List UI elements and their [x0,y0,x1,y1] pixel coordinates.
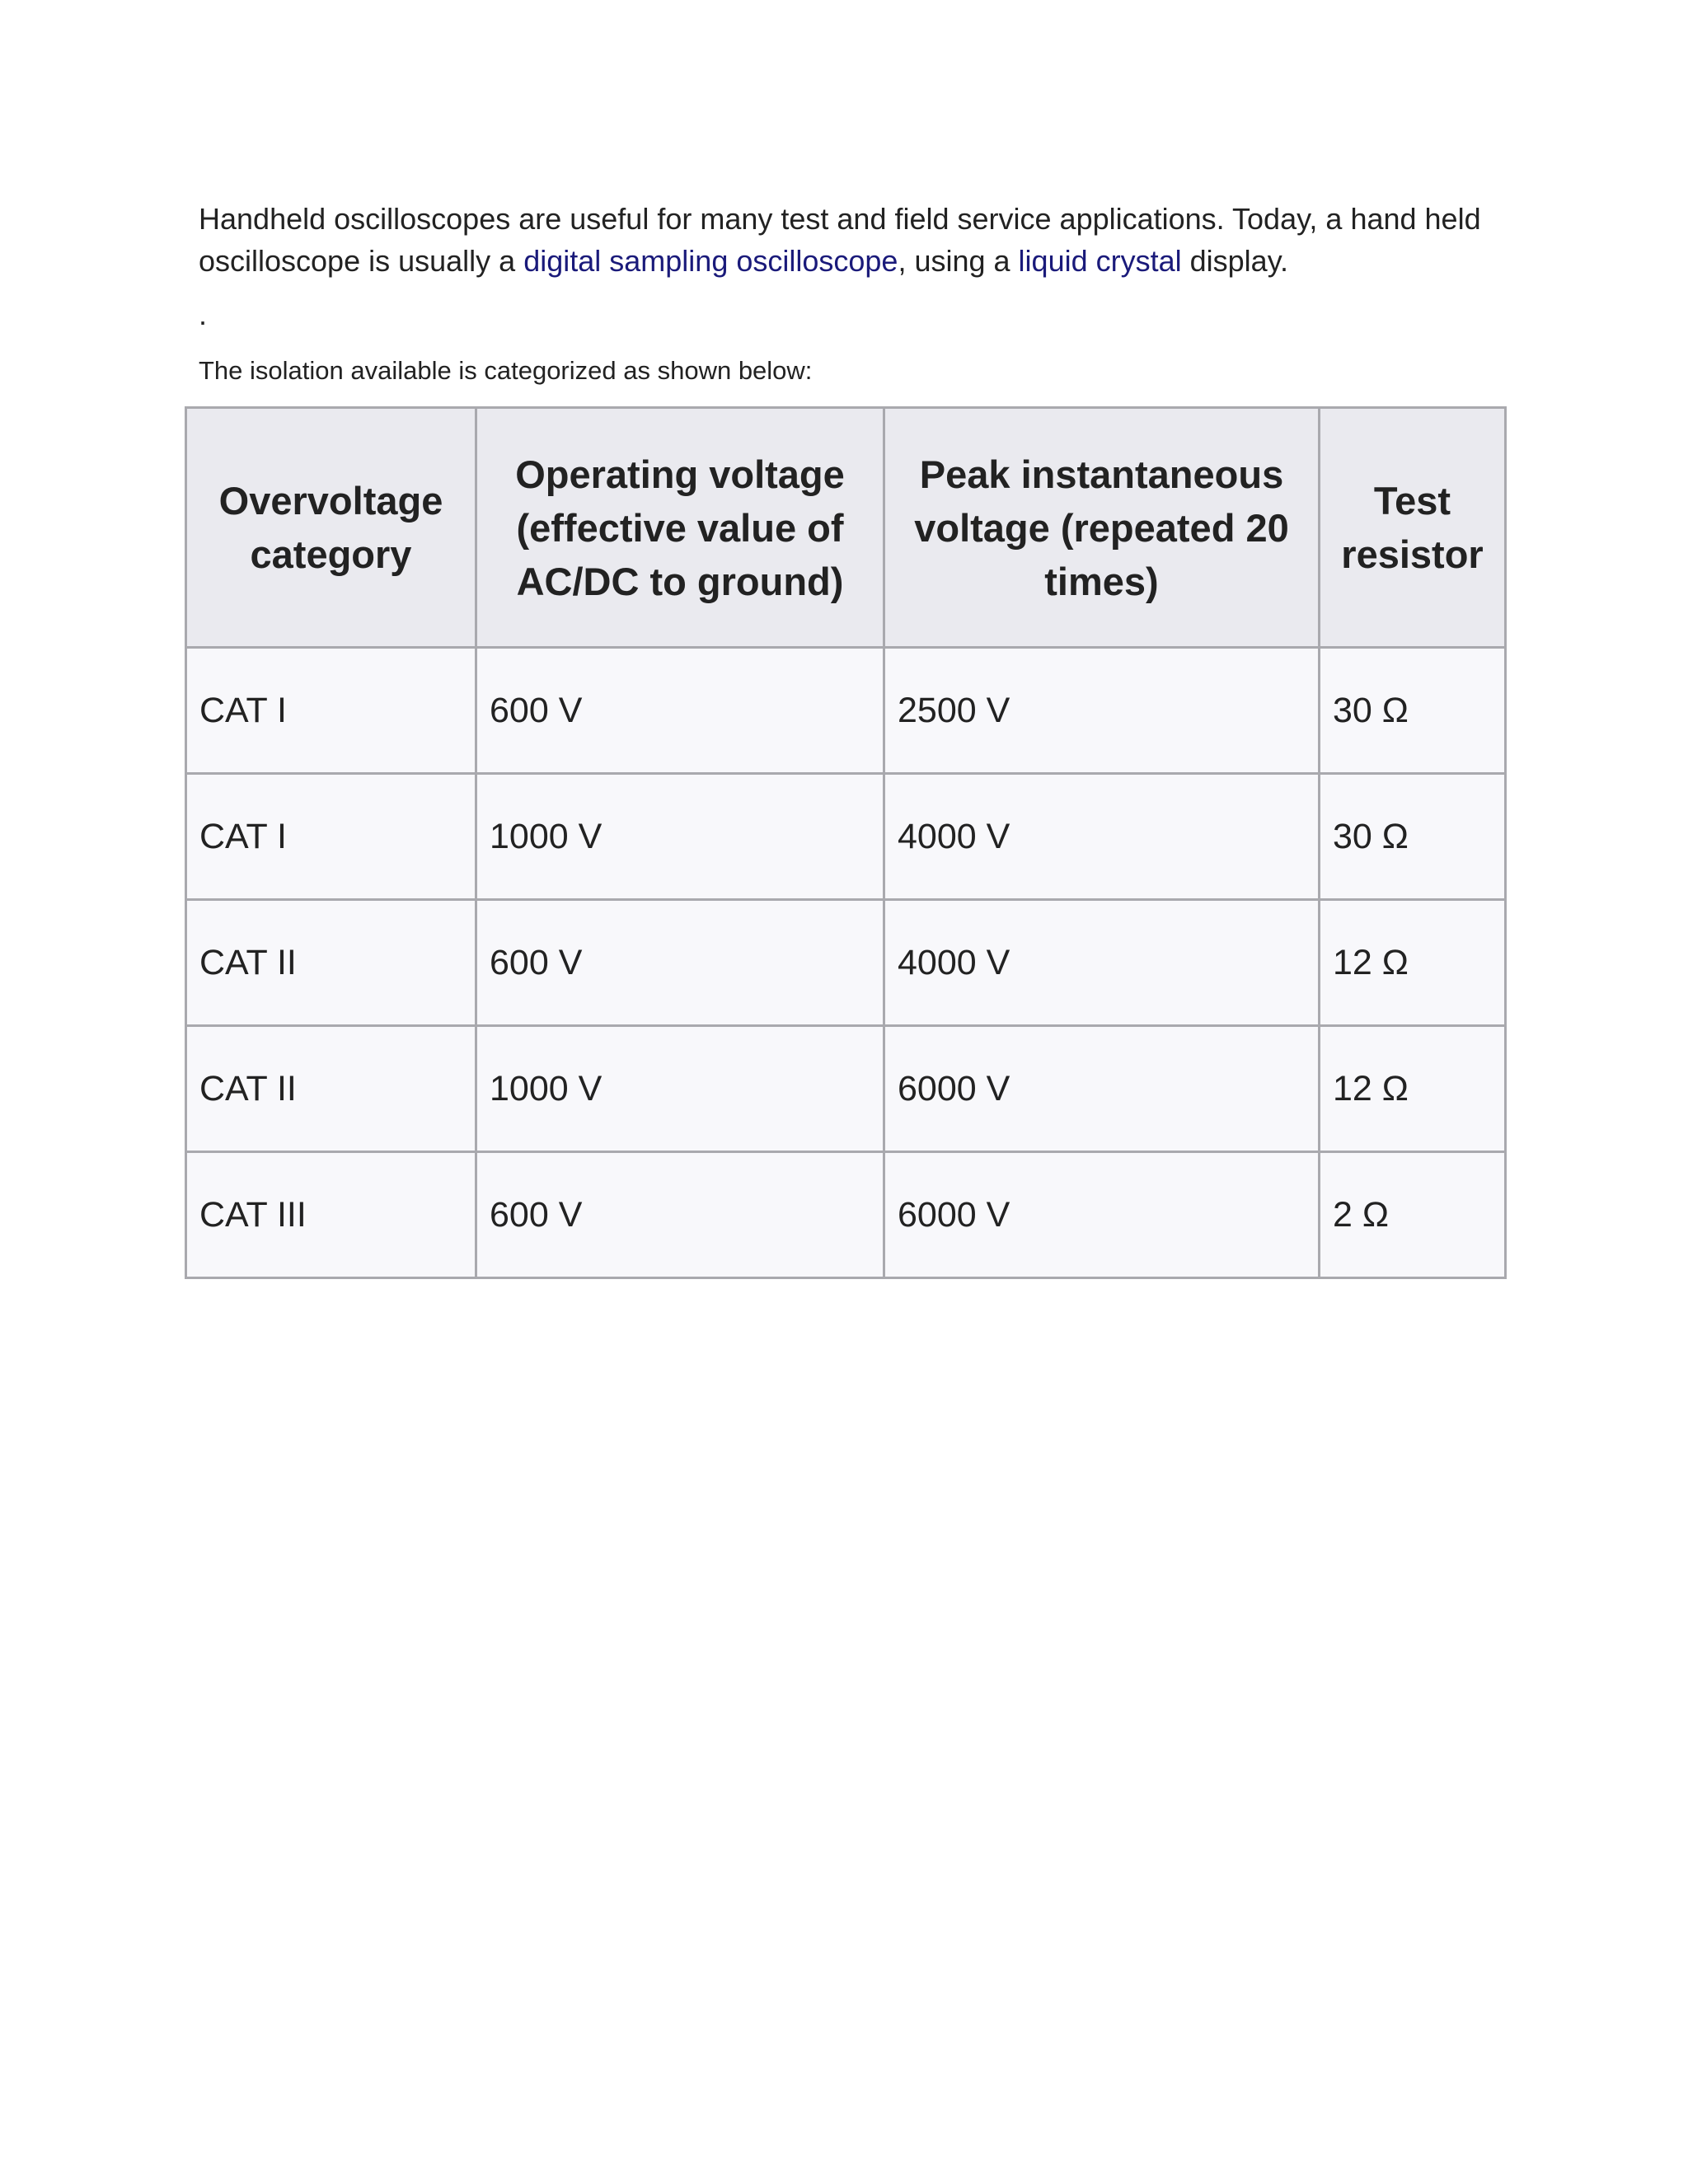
table-row [186,1152,1506,1278]
header-peak-instantaneous-voltage: Peak instantaneous voltage (repeated 20 times) [884,408,1320,648]
intro-text-middle: , using a [898,244,1019,278]
cell-category: CAT II [186,1026,476,1152]
cell-peak-voltage: 6000 V [884,1026,1320,1152]
cell-operating-voltage: 600 V [476,1152,884,1278]
cell-test-resistor: 30 Ω [1320,774,1506,900]
cell-peak-voltage: 6000 V [884,1152,1320,1278]
cell-test-resistor: 12 Ω [1320,1026,1506,1152]
table-header-row [186,408,1506,648]
header-overvoltage-category: Overvoltage category [186,408,476,648]
intro-text-after: display. [1181,244,1289,278]
cell-peak-voltage: 4000 V [884,900,1320,1026]
cell-operating-voltage: 1000 V [476,774,884,900]
cell-operating-voltage: 600 V [476,900,884,1026]
cell-category: CAT I [186,648,476,774]
table-row [186,900,1506,1026]
cell-category: CAT III [186,1152,476,1278]
cell-test-resistor: 2 Ω [1320,1152,1506,1278]
link-liquid-crystal[interactable]: liquid crystal [1018,244,1182,278]
isolation-category-table [185,406,1507,1279]
cell-test-resistor: 30 Ω [1320,648,1506,774]
intro-text-before: Handheld oscilloscopes are useful for many test and field service applications. Today, a hand held oscilloscope is usually a [199,202,1481,278]
table-row [186,648,1506,774]
table-row [186,1026,1506,1152]
cell-operating-voltage: 600 V [476,648,884,774]
cell-test-resistor: 12 Ω [1320,900,1506,1026]
table-row [186,774,1506,900]
header-operating-voltage: Operating voltage (effective value of AC/DC to ground) [476,408,884,648]
cell-peak-voltage: 4000 V [884,774,1320,900]
cell-operating-voltage: 1000 V [476,1026,884,1152]
link-digital-sampling-oscilloscope[interactable]: digital sampling oscilloscope [523,244,898,278]
cell-category: CAT I [186,774,476,900]
intro-paragraph [199,198,1484,282]
header-test-resistor: Test resistor [1320,408,1506,648]
table-caption: The isolation available is categorized as shown below: [199,356,813,385]
cell-peak-voltage: 2500 V [884,648,1320,774]
separator-dot: . [199,298,208,331]
cell-category: CAT II [186,900,476,1026]
